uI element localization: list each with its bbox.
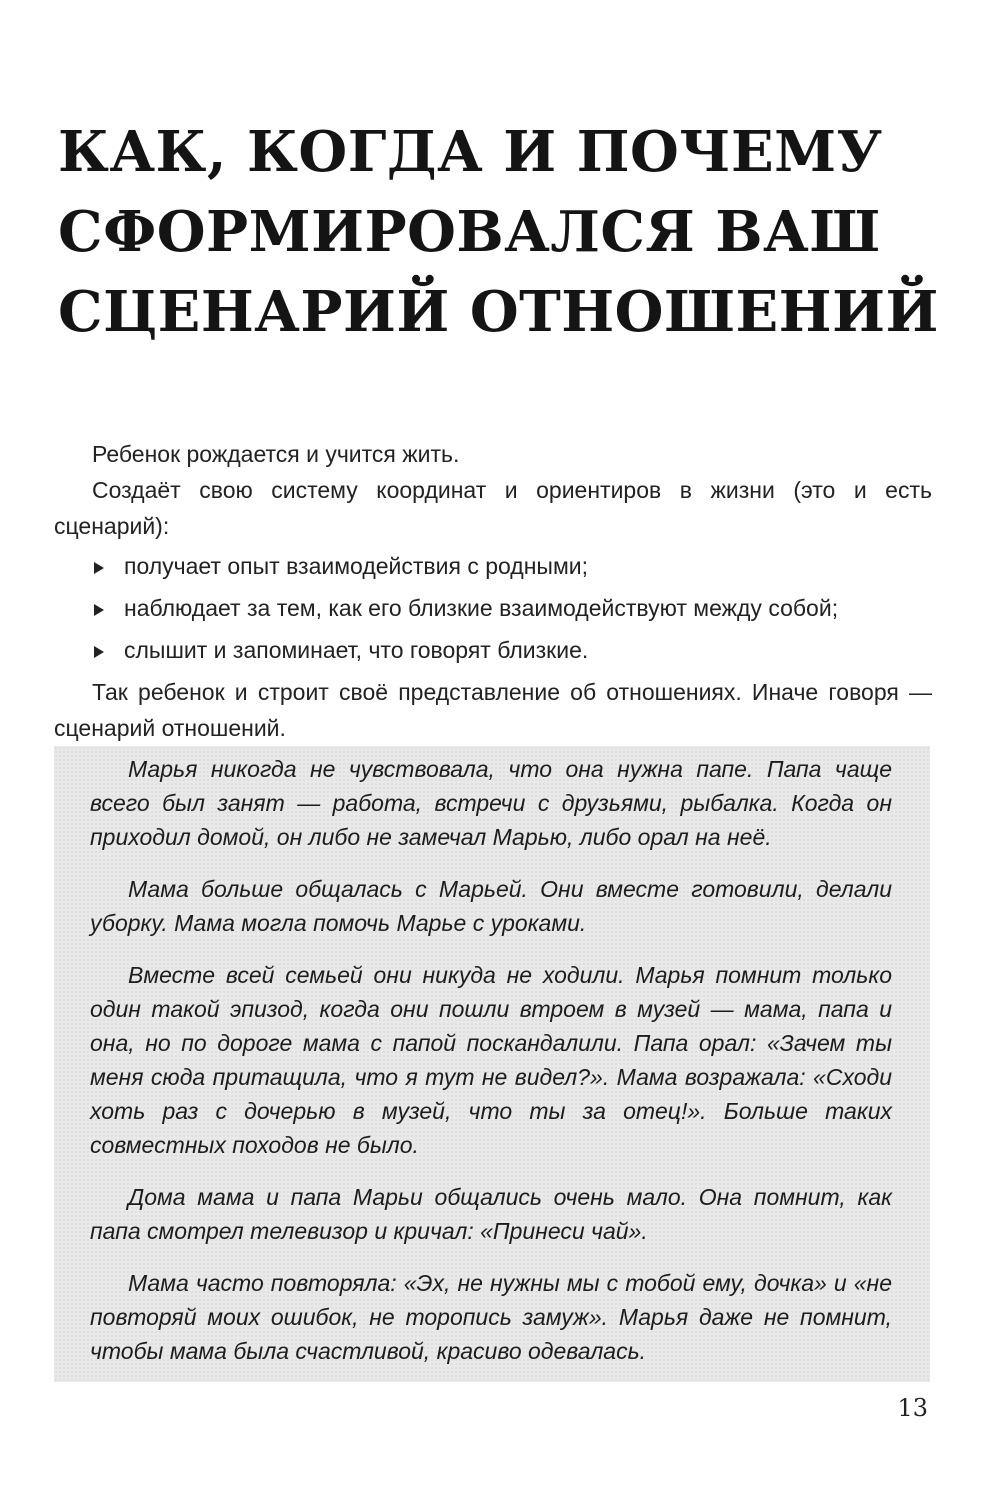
story-paragraph: Дома мама и папа Марьи общались очень мало. Она помнит, как папа смотрел телевизор и кричал: «Принеси чай».: [90, 1184, 892, 1244]
bullet-item: [54, 590, 932, 626]
triangle-bullet-icon: [94, 604, 104, 616]
conclusion-paragraph: Так ребенок и строит своё представление об отношениях. Иначе говоря — сценарий отношений.: [54, 679, 932, 741]
bullet-text: получает опыт взаимодействия с родными;: [124, 553, 589, 579]
story-paragraph: Марья никогда не чувствовала, что она нужна папе. Папа чаще всего был занят — работа, встречи с друзьями, рыбалка. Когда он приходил домой, он либо не замечал Марью, либо орал на неё.: [90, 756, 892, 850]
page-number: 13: [897, 1394, 928, 1422]
bullet-text: наблюдает за тем, как его близкие взаимодействуют между собой;: [124, 595, 839, 621]
bullet-text: слышит и запоминает, что говорят близкие.: [124, 637, 589, 663]
bullet-item: [54, 632, 932, 668]
chapter-title-line: СЦЕНАРИЙ ОТНОШЕНИЙ: [58, 279, 939, 345]
story-paragraph: Мама больше общалась с Марьей. Они вместе готовили, делали уборку. Мама могла помочь Марье с уроками.: [90, 876, 892, 936]
chapter-title: [58, 112, 938, 352]
bullet-item: [54, 548, 932, 584]
story-text: [90, 752, 892, 1386]
body-text: [54, 436, 932, 746]
chapter-title-line: КАК, КОГДА И ПОЧЕМУ: [58, 119, 883, 185]
story-paragraph: Мама часто повторяла: «Эх, не нужны мы с тобой ему, дочка» и «не повторяй моих ошибок, не торопись замуж». Марья даже не помнит, чтобы мама была счастливой, красиво одевалась.: [90, 1270, 892, 1364]
chapter-title-line: СФОРМИРОВАЛСЯ ВАШ: [58, 199, 881, 265]
intro-paragraph: Ребенок рождается и учится жить.: [92, 441, 460, 467]
bullet-list: [54, 548, 932, 668]
story-paragraph: Вместе всей семьей они никуда не ходили. Марья помнит только один такой эпизод, когда они пошли втроем в музей — мама, папа и она, но по дороге мама с папой поскандалили. Папа орал: «Зачем ты меня сюда притащила, что я тут не видел?». Мама возражала: «Сходи хоть раз с дочерью в музей, что ты за отец!». Больше таких совместных походов не было.: [90, 962, 892, 1158]
triangle-bullet-icon: [94, 646, 104, 658]
intro-paragraph: Создаёт свою систему координат и ориентиров в жизни (это и есть сценарий):: [54, 477, 932, 539]
triangle-bullet-icon: [94, 562, 104, 574]
